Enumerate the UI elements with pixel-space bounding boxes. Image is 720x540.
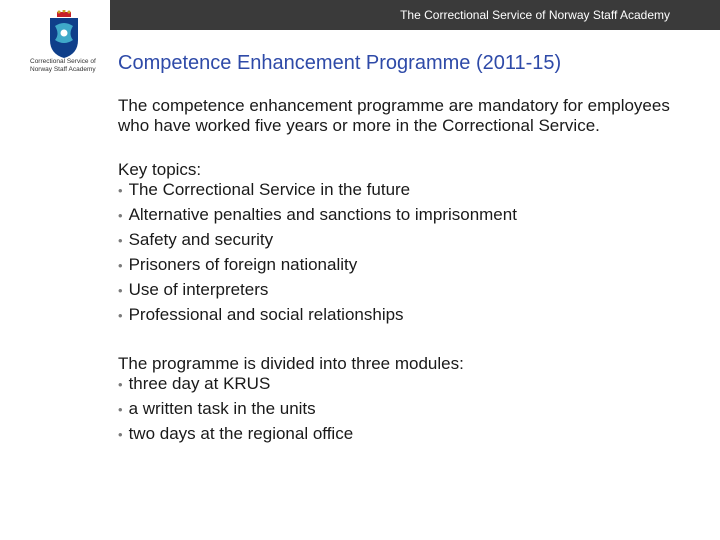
modules-heading: The programme is divided into three modules: — [118, 354, 464, 373]
slide-content — [118, 96, 698, 449]
list-item — [118, 305, 698, 326]
topic-text: Professional and social relationships — [128, 305, 404, 324]
module-text: three day at KRUS — [128, 374, 271, 393]
header-bar — [110, 0, 720, 30]
topic-text: Alternative penalties and sanctions to imprisonment — [128, 205, 517, 224]
list-item — [118, 424, 698, 445]
list-item — [118, 205, 698, 226]
bullet-icon: • — [118, 233, 123, 248]
key-topics-list — [118, 180, 698, 326]
list-item — [118, 374, 698, 395]
bullet-icon: • — [118, 183, 123, 198]
logo-caption — [30, 58, 110, 74]
topic-text: Use of interpreters — [128, 280, 269, 299]
header-title: The Correctional Service of Norway Staff Academy — [400, 8, 670, 22]
topic-text: Prisoners of foreign nationality — [128, 255, 358, 274]
intro-paragraph: The competence enhancement programme are mandatory for employees who have worked five years or more in the Correctional Service. — [118, 96, 670, 135]
modules-list — [118, 374, 698, 445]
bullet-icon: • — [118, 308, 123, 323]
bullet-icon: • — [118, 402, 123, 417]
topic-text: Safety and security — [128, 230, 274, 249]
logo-caption-line1: Correctional Service of — [30, 58, 96, 65]
topic-text: The Correctional Service in the future — [128, 180, 411, 199]
bullet-icon: • — [118, 377, 123, 392]
list-item — [118, 255, 698, 276]
bullet-icon: • — [118, 427, 123, 442]
module-text: two days at the regional office — [128, 424, 354, 443]
logo-caption-line2: Norway Staff Academy — [30, 66, 96, 73]
list-item — [118, 280, 698, 301]
list-item — [118, 230, 698, 251]
list-item — [118, 399, 698, 420]
bullet-icon: • — [118, 208, 123, 223]
bullet-icon: • — [118, 258, 123, 273]
slide-title: Competence Enhancement Programme (2011-15) — [118, 52, 562, 74]
list-item — [118, 180, 698, 201]
key-topics-heading: Key topics: — [118, 160, 202, 179]
module-text: a written task in the units — [128, 399, 316, 418]
bullet-icon: • — [118, 283, 123, 298]
